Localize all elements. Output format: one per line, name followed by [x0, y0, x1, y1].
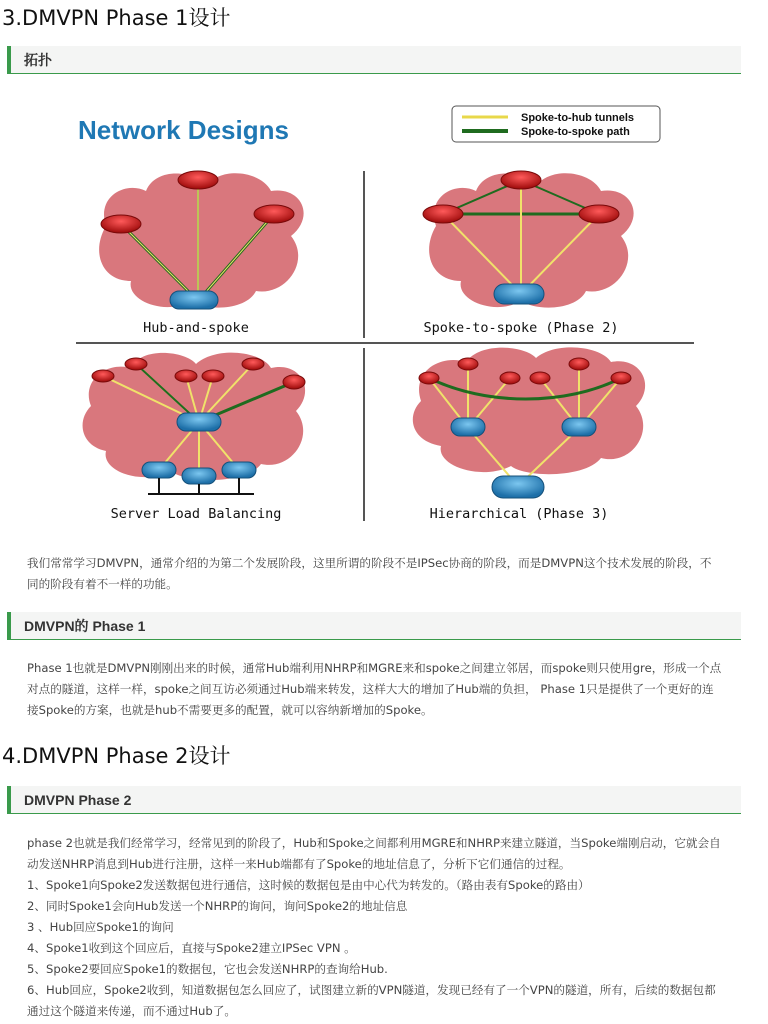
panel-server-load-balancing	[83, 353, 306, 522]
router-red-icon	[500, 372, 520, 384]
panel-hierarchical	[413, 347, 645, 522]
router-red-icon	[101, 215, 141, 233]
router-red-icon	[419, 372, 439, 384]
phase1-header: DMVPN的 Phase 1	[7, 612, 741, 640]
server-icon	[182, 468, 216, 484]
router-red-icon	[92, 370, 114, 382]
router-red-icon	[569, 358, 589, 370]
phase2-step: 2、同时Spoke1会向Hub发送一个NHRP的询问，询问Spoke2的地址信息	[27, 899, 408, 913]
panel-label-hub-and-spoke: Hub-and-spoke	[143, 320, 249, 336]
legend-spoke-to-spoke: Spoke-to-spoke path	[521, 126, 630, 138]
panel-label-hierarchical: Hierarchical (Phase 3)	[429, 506, 609, 522]
router-red-icon	[175, 370, 197, 382]
phase2-step: 1、Spoke1向Spoke2发送数据包进行通信，这时候的数据包是由中心代为转发的。（路由表有Spoke的路由）	[27, 878, 590, 892]
hub-router-icon	[494, 284, 544, 304]
phase2-header: DMVPN Phase 2	[7, 786, 741, 814]
router-red-icon	[283, 375, 305, 389]
intro-text: 我们常常学习DMVPN，通常介绍的为第二个发展阶段，这里所谓的阶段不是IPSec协商的阶段，而是DMVPN这个技术发展的阶段，不同的阶段有着不一样的功能。	[27, 556, 712, 591]
cloud-shape	[413, 347, 645, 474]
regional-hub-icon	[451, 418, 485, 436]
phase1-paragraph	[7, 658, 741, 721]
phase1-header-card	[7, 612, 741, 642]
phase2-intro: phase 2也就是我们经常学习，经常见到的阶段了，Hub和Spoke之间都利用MGRE和NHRP来建立隧道，当Spoke端刚启动，它就会自动发送NHRP消息到Hub进行注册，这样一来Hub端都有了Spoke的地址信息了，分析下它们通信的过程。	[27, 836, 721, 871]
intro-paragraph	[7, 553, 741, 595]
phase2-step: 5、Spoke2要回应Spoke1的数据包，它也会发送NHRP的查询给Hub.	[27, 962, 388, 976]
network-designs-diagram	[66, 96, 706, 532]
panel-label-spoke-to-spoke: Spoke-to-spoke (Phase 2)	[423, 320, 619, 336]
router-red-icon	[530, 372, 550, 384]
panel-label-server-load-balancing: Server Load Balancing	[110, 506, 282, 522]
router-red-icon	[178, 171, 218, 189]
phase2-title: 4.DMVPN Phase 2设计	[2, 744, 231, 768]
central-hub-icon	[492, 476, 544, 498]
diagram-title: Network Designs	[78, 115, 289, 145]
diagram-legend	[452, 106, 660, 142]
phase1-title: 3.DMVPN Phase 1设计	[2, 6, 231, 30]
phase2-step: 6、Hub回应，Spoke2收到，知道数据包怎么回应了，试图建立新的VPN隧道，发现已经有了一个VPN的隧道，所有，后续的数据包都通过这个隧道来传递，而不通过Hub了。	[27, 983, 716, 1018]
regional-hub-icon	[562, 418, 596, 436]
router-red-icon	[611, 372, 631, 384]
router-red-icon	[202, 370, 224, 382]
topology-header: 拓扑	[7, 46, 741, 74]
router-red-icon	[125, 358, 147, 370]
router-red-icon	[242, 358, 264, 370]
hub-router-icon	[177, 413, 221, 431]
server-icon	[142, 462, 176, 478]
panel-spoke-to-spoke	[423, 171, 634, 336]
cloud-shape	[99, 173, 304, 307]
hub-router-icon	[170, 291, 218, 309]
phase2-step: 4、Spoke1收到这个回应后，直接与Spoke2建立IPSec VPN 。	[27, 941, 356, 955]
legend-spoke-to-hub: Spoke-to-hub tunnels	[521, 112, 635, 124]
network-designs-svg	[66, 96, 706, 532]
router-red-icon	[579, 205, 619, 223]
phase2-step: 3 、Hub回应Spoke1的询问	[27, 920, 174, 934]
server-icon	[222, 462, 256, 478]
phase2-header-card	[7, 786, 741, 816]
router-red-icon	[501, 171, 541, 189]
panel-hub-and-spoke	[99, 171, 304, 336]
router-red-icon	[423, 205, 463, 223]
phase1-text: Phase 1也就是DMVPN刚刚出来的时候，通常Hub端利用NHRP和MGRE来和spoke之间建立邻居，而spoke则只使用gre，形成一个点对点的隧道，这样一样，spoke之间互访必须通过Hub端来转发，这样大大的增加了Hub端的负担， Phase 1只是提供了一个更好的连接Spoke的方案，也就是hub不需要更多的配置，就可以容纳新增加的Spoke。	[27, 661, 722, 717]
router-red-icon	[458, 358, 478, 370]
phase2-body	[7, 833, 741, 1022]
router-red-icon	[254, 205, 294, 223]
